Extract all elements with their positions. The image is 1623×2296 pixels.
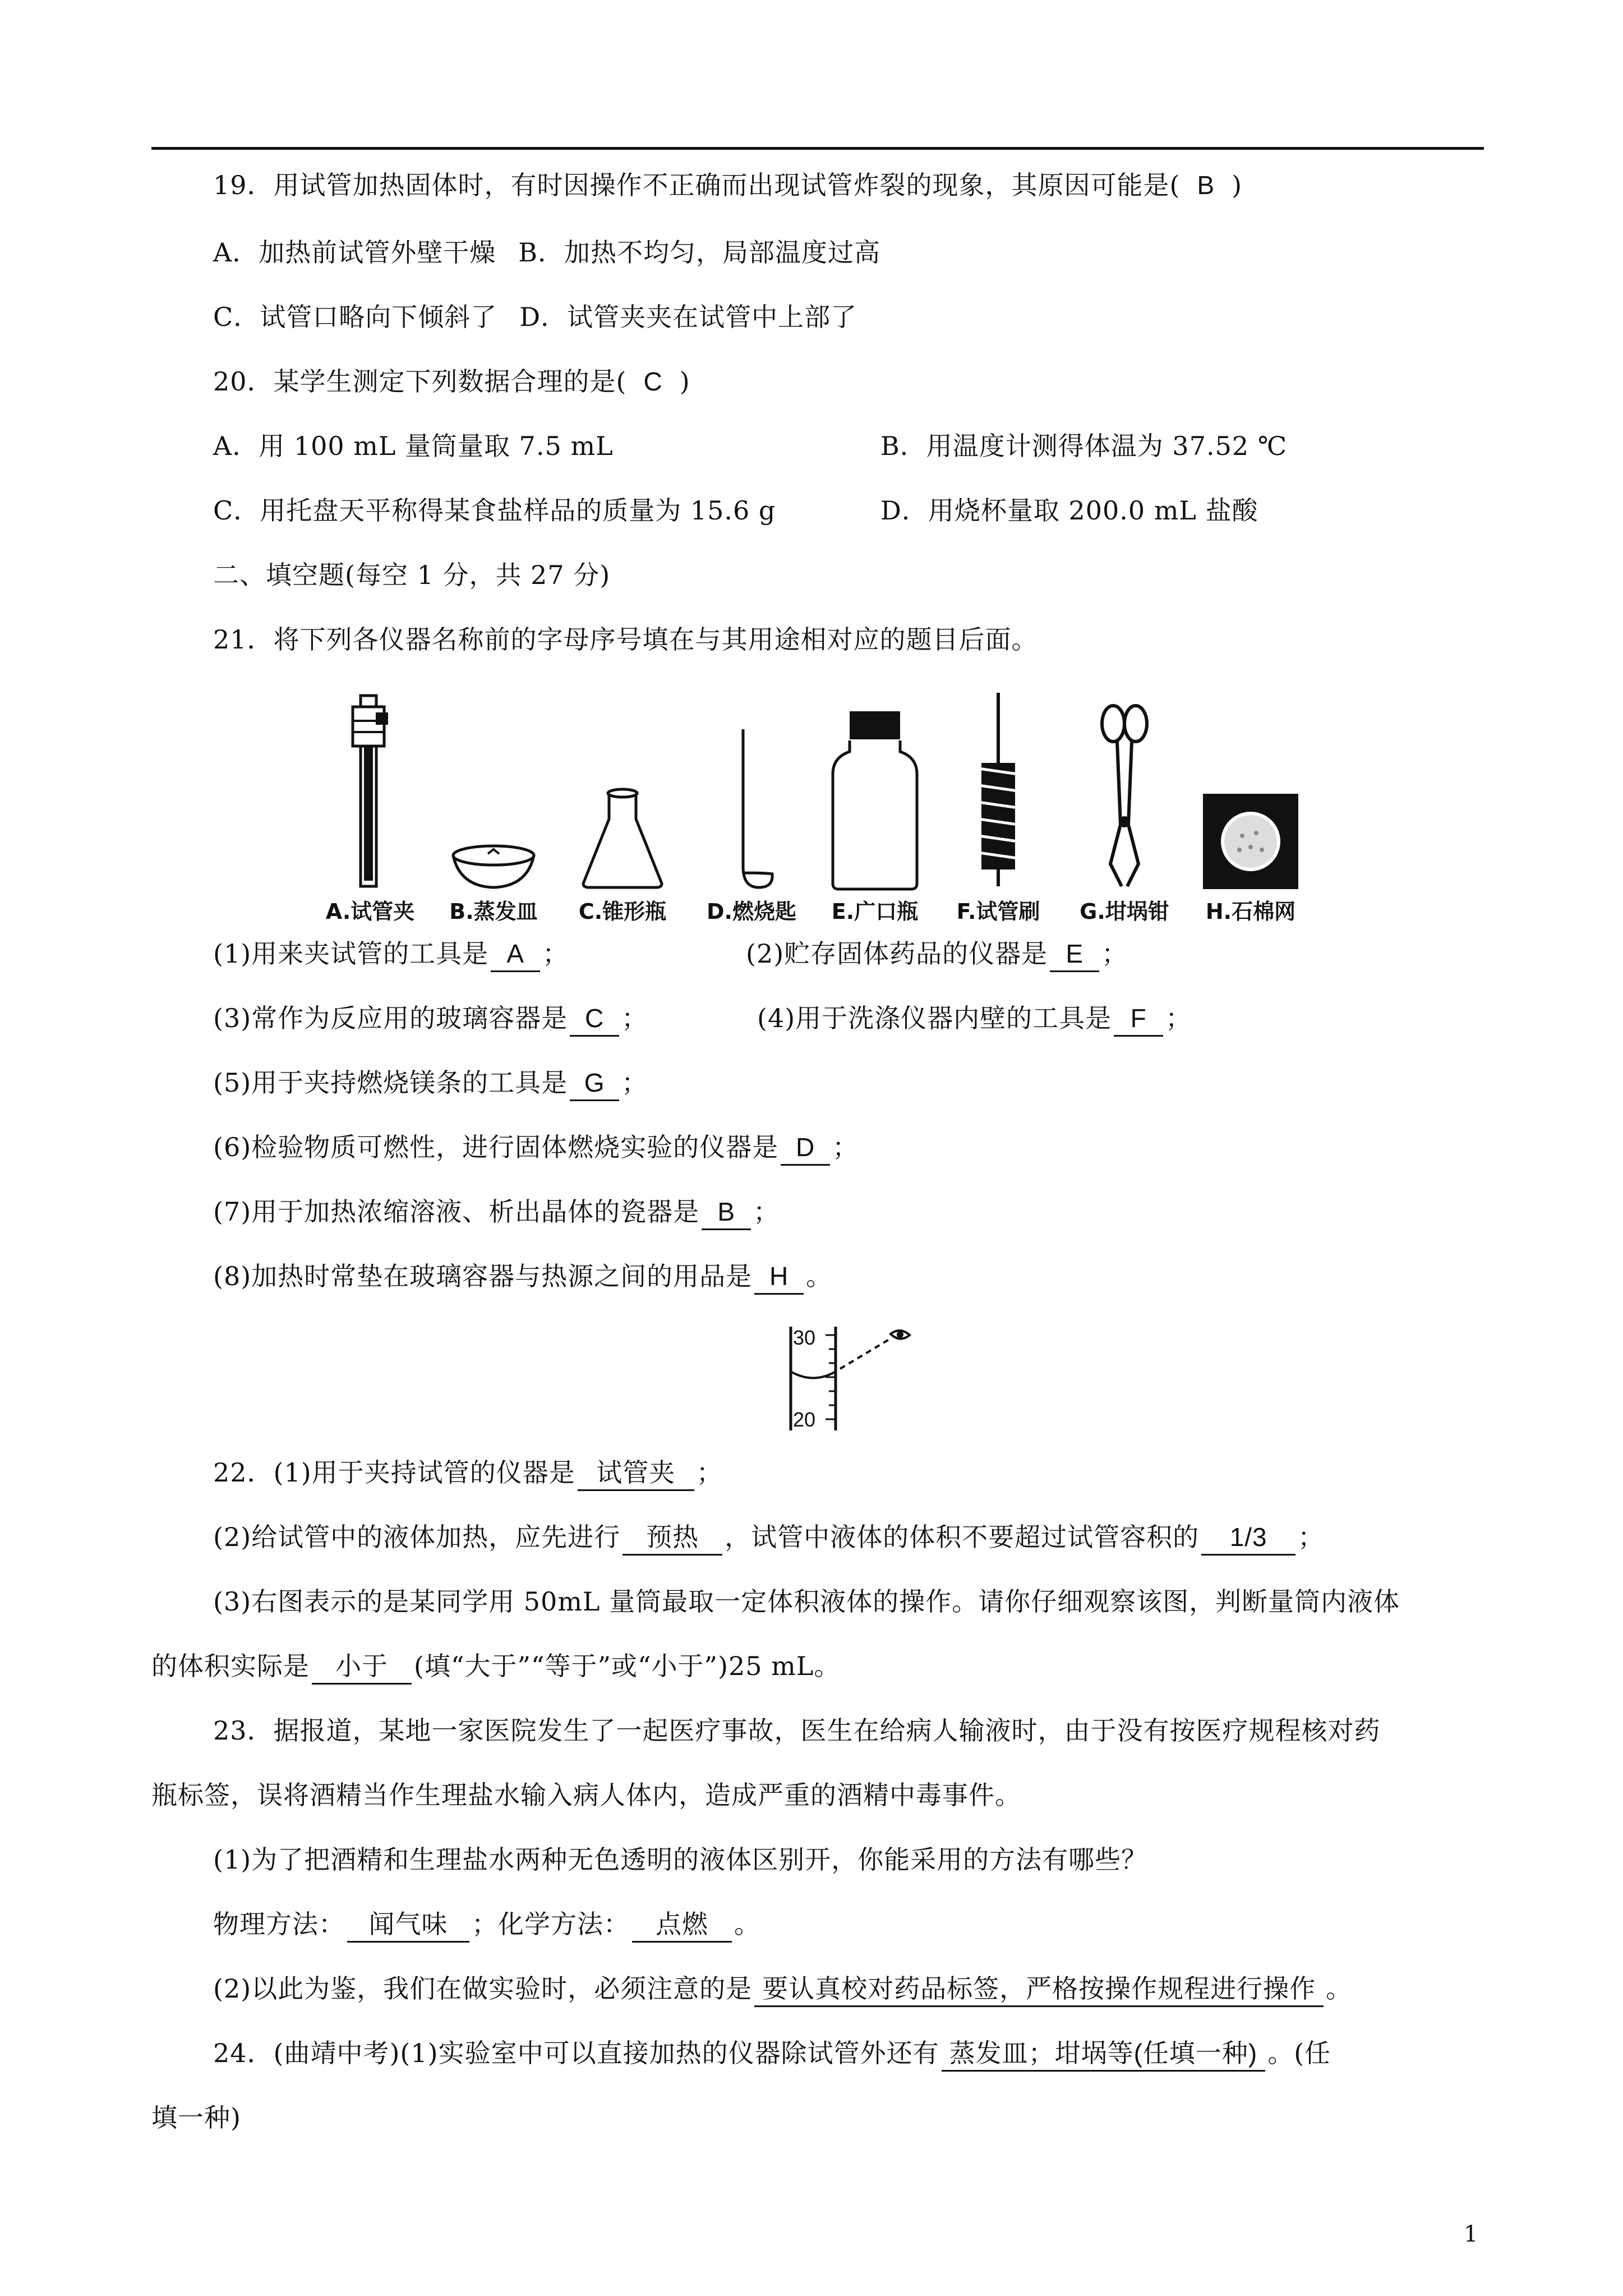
q21-p3-answer: C: [570, 1001, 619, 1037]
q21-p6: (6)检验物质可燃性，进行固体燃烧实验的仪器是 D ；: [213, 1130, 859, 1166]
q21-p3: (3)常作为反应用的玻璃容器是 C ；: [213, 1001, 648, 1037]
q21-p7-answer: B: [702, 1195, 751, 1230]
q20-answer: C: [643, 367, 663, 396]
q19-option-d: D．试管夹夹在试管中上部了: [519, 302, 857, 332]
conical-flask-icon: [578, 785, 667, 892]
q19-stem: 19．用试管加热固体时，有时因操作不正确而出现试管炸裂的现象，其原因可能是( B ): [213, 170, 1243, 200]
apparatus-f: F.试管刷: [937, 690, 1060, 926]
apparatus-figure: [308, 662, 1363, 926]
q21-p8: (8)加热时常垫在玻璃容器与热源之间的用品是 H 。: [213, 1259, 832, 1295]
q23-p2-answer: 要认真校对药品标签，严格按操作规程进行操作: [754, 1972, 1324, 2007]
evaporating-dish-icon: [449, 841, 538, 892]
q22-p2-answer2: 1/3: [1201, 1520, 1295, 1556]
q24-answer: 蒸发皿；坩埚等(任填一种): [942, 2036, 1266, 2072]
apparatus-c: C.锥形瓶: [561, 785, 684, 926]
q24-line2: 填一种): [151, 2102, 241, 2133]
q22-p1-answer: 试管夹: [578, 1456, 694, 1491]
q20-option-d: D．用烧杯量取 200.0 mL 盐酸: [880, 495, 1258, 526]
q23-line1: 23．据报道，某地一家医院发生了一起医疗事故，医生在给病人输液时，由于没有按医疗规程核对药: [213, 1715, 1381, 1746]
q23-p2: (2)以此为鉴，我们在做实验时，必须注意的是 要认真校对药品标签，严格按操作规程进行操作 。: [213, 1972, 1352, 2007]
q22-p1: 22．(1)用于夹持试管的仪器是 试管夹 ；: [213, 1456, 723, 1491]
q20-option-a: A．用 100 mL 量筒量取 7.5 mL: [213, 431, 614, 461]
q19-option-b: B．加热不均匀，局部温度过高: [518, 237, 881, 268]
apparatus-d: D.燃烧匙: [690, 724, 813, 926]
q21-p2: (2)贮存固体药品的仪器是 E ；: [746, 937, 1128, 972]
q21-p8-answer: H: [754, 1259, 804, 1295]
q21-p2-answer: E: [1050, 937, 1099, 972]
test-tube-holder-icon: [345, 690, 395, 892]
q23-chemical-answer: 点燃: [632, 1907, 732, 1943]
q20-stem: 20．某学生测定下列数据合理的是( C ): [213, 366, 690, 397]
q21-p1: (1)用来夹试管的工具是 A ；: [213, 937, 569, 972]
crucible-tongs-icon: [1094, 701, 1155, 892]
q22-p3-line1: (3)右图表示的是某同学用 50mL 量筒最取一定体积液体的操作。请你仔细观察该图，判断量筒内液体: [213, 1586, 1400, 1617]
q23-physical-answer: 闻气味: [347, 1907, 469, 1943]
q19-options-cd: [213, 300, 857, 334]
q20-option-c: C．用托盘天平称得某食盐样品的质量为 15.6 g: [213, 495, 776, 526]
q21-p5: (5)用于夹持燃烧镁条的工具是 G ；: [213, 1066, 648, 1101]
q22-p3-line2: 的体积实际是 小于 (填“大于”“等于”或“小于”)25 mL。: [151, 1649, 840, 1685]
q23-p1: (1)为了把酒精和生理盐水两种无色透明的液体区别开，你能采用的方法有哪些？: [213, 1844, 1148, 1875]
wide-mouth-bottle-icon: [827, 707, 923, 892]
q20-option-b: B．用温度计测得体温为 37.52 ℃: [880, 431, 1288, 461]
q19-option-a: A．加热前试管外壁干燥: [213, 237, 496, 268]
page-number: 1: [1464, 2221, 1478, 2247]
q22-p2: (2)给试管中的液体加热，应先进行 预热 ，试管中液体的体积不要超过试管容积的 1/3 ；: [213, 1520, 1324, 1556]
header-rule: [151, 147, 1484, 150]
apparatus-g: G.坩埚钳: [1063, 701, 1186, 926]
apparatus-h: H.石棉网: [1189, 791, 1312, 926]
q22-p3-answer: 小于: [312, 1649, 412, 1685]
cylinder-mark-bottom: 20: [793, 1408, 816, 1431]
q21-stem: 21．将下列各仪器名称前的字母序号填在与其用途相对应的题目后面。: [213, 624, 1038, 655]
asbestos-gauze-icon: [1200, 791, 1301, 892]
q19-option-c: C．试管口略向下倾斜了: [213, 302, 497, 332]
q21-p4-answer: F: [1114, 1001, 1163, 1037]
section-heading: 二、填空题(每空 1 分，共 27 分): [213, 560, 611, 590]
q23-methods: 物理方法： 闻气味 ；化学方法： 点燃 。: [213, 1907, 760, 1943]
q21-p5-answer: G: [570, 1066, 619, 1101]
q21-p4: (4)用于洗涤仪器内壁的工具是 F ；: [757, 1001, 1192, 1037]
q23-line2: 瓶标签，误将酒精当作生理盐水输入病人体内，造成严重的酒精中毒事件。: [151, 1780, 1021, 1810]
apparatus-e: E.广口瓶: [813, 707, 937, 926]
combustion-spoon-icon: [726, 724, 777, 892]
q19-options-ab: [213, 236, 880, 269]
q21-p1-answer: A: [491, 937, 540, 972]
q22-p2-answer1: 预热: [623, 1520, 722, 1556]
q21-p6-answer: D: [781, 1130, 830, 1166]
apparatus-a: A.试管夹: [308, 690, 432, 926]
q21-p7: (7)用于加热浓缩溶液、析出晶体的瓷器是 B ；: [213, 1195, 780, 1230]
test-tube-brush-icon: [967, 690, 1029, 892]
q24-line1: 24．(曲靖中考)(1)实验室中可以直接加热的仪器除试管外还有 蒸发皿；坩埚等(任填一种) 。(任: [213, 2036, 1331, 2072]
q19-answer: B: [1197, 171, 1215, 200]
cylinder-figure: [780, 1324, 920, 1436]
cylinder-mark-top: 30: [793, 1326, 816, 1349]
apparatus-b: B.蒸发皿: [432, 841, 555, 926]
